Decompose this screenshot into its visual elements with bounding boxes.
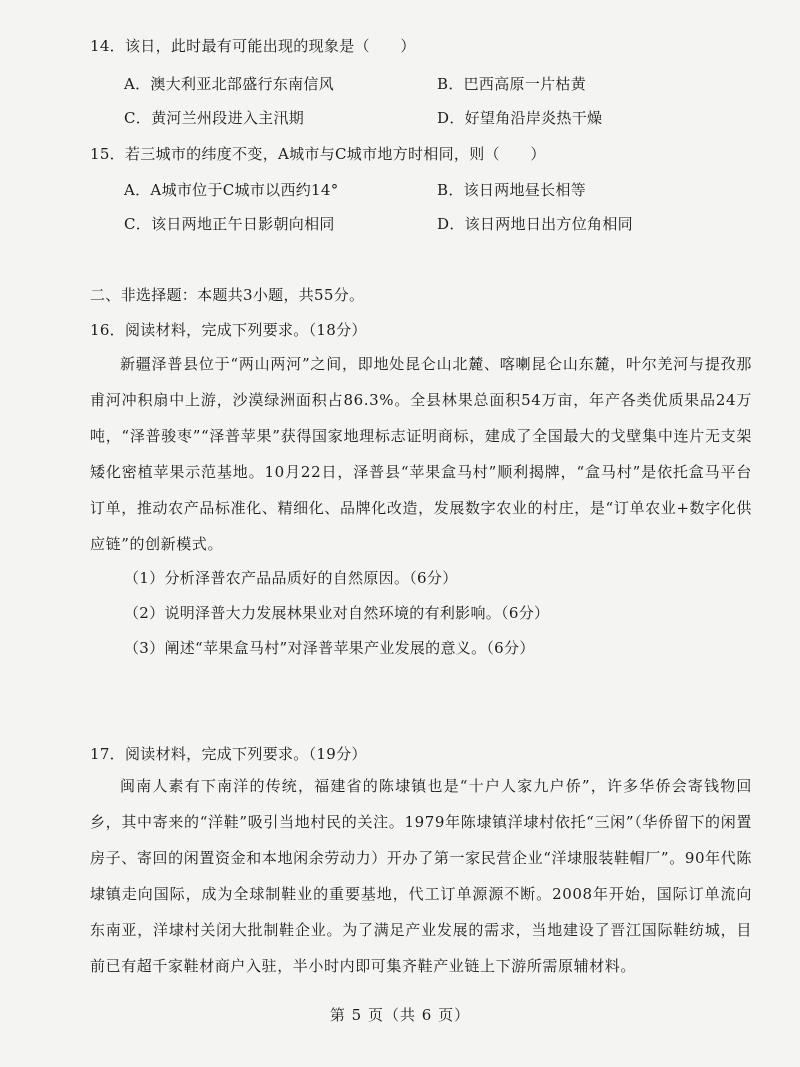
page-footer: 第 5 页（共 6 页） [329,1006,471,1024]
q15-option-d: D．该日两地日出方位角相同 [437,215,633,233]
q14-stem: 14．该日，此时最有可能出现的现象是（ ） [90,37,416,55]
q17-stem: 17．阅读材料，完成下列要求。（19分） [90,745,367,763]
q16-sub1: （1）分析泽普农产品品质好的自然原因。（6分） [124,569,458,587]
q15-option-a: A．A城市位于C城市以西约14° [124,181,339,199]
q16-material: 新疆泽普县位于“两山两河”之间，即地处昆仑山北麓、喀喇昆仑山东麓，叶尔羌河与提孜那甫河冲积扇中上游，沙漠绿洲面积占86.3%。全县林果总面积54万亩，年产各类优质果品24万吨，“泽普骏枣”“泽普苹果”获得国家地理标志证明商标，建成了全国最大的戈壁集中连片无支架矮化密植苹果示范基地。10月22日，泽普县“苹果盒马村”顺利揭牌，“盒马村”是依托盒马平台订单，推动农产品标准化、精细化、品牌化改造，发展数字农业的村庄，是“订单农业+数字化供应链”的创新模式。 [90,355,752,553]
q17-material: 闽南人素有下南洋的传统，福建省的陈埭镇也是“十户人家九户侨”，许多华侨会寄钱物回乡，其中寄来的“洋鞋”吸引当地村民的关注。1979年陈埭镇洋埭村依托“三闲”（华侨留下的闲置房子、寄回的闲置资金和本地闲余劳动力）开办了第一家民营企业“洋埭服装鞋帽厂”。90年代陈埭镇走向国际，成为全球制鞋业的重要基地，代工订单源源不断。2008年开始，国际订单流向东南亚，洋埭村关闭大批制鞋企业。为了满足产业发展的需求，当地建设了晋江国际鞋纺城，目前已有超千家鞋材商户入驻，半小时内即可集齐鞋产业链上下游所需原辅材料。 [90,777,752,975]
q16-sub3: （3）阐述“苹果盒马村”对泽普苹果产业发展的意义。（6分） [124,639,535,657]
q14-option-d: D．好望角沿岸炎热干燥 [437,109,603,127]
q16-sub2: （2）说明泽普大力发展林果业对自然环境的有利影响。（6分） [124,604,550,622]
section2-heading: 二、非选择题：本题共3小题，共55分。 [90,286,365,304]
q14-option-b: B．巴西高原一片枯黄 [437,75,587,93]
q15-stem: 15．若三城市的纬度不变，A城市与C城市地方时相同，则（ ） [90,145,546,163]
q15-option-c: C．该日两地正午日影朝向相同 [124,215,335,233]
q14-option-c: C．黄河兰州段进入主汛期 [124,109,305,127]
q15-option-b: B．该日两地昼长相等 [437,181,587,199]
q14-option-a: A．澳大利亚北部盛行东南信风 [124,75,335,93]
q16-stem: 16．阅读材料，完成下列要求。（18分） [90,321,367,339]
